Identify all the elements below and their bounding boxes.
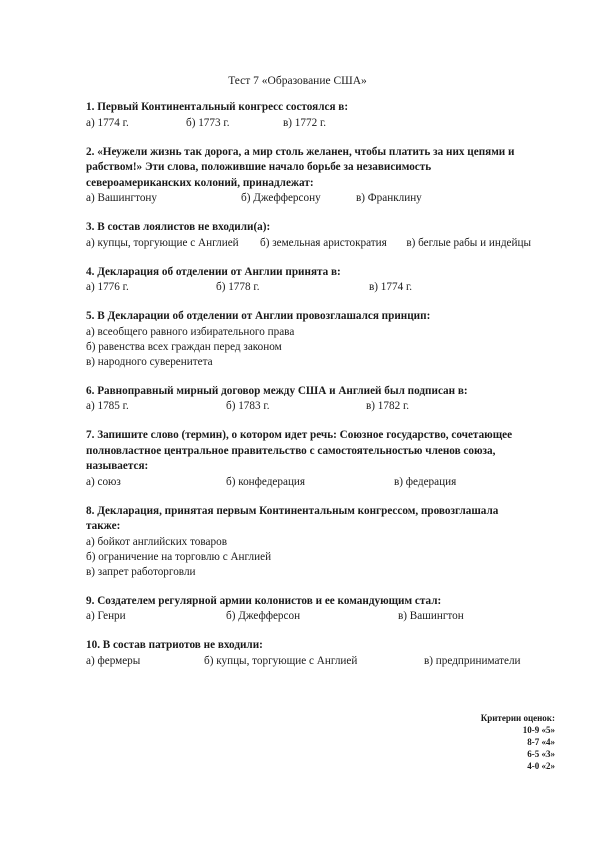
answer-option-c: в) беглые рабы и индейцы [406,236,531,249]
answer-option-b: б) 1778 г. [216,281,260,293]
answer-option-c: в) 1772 г. [283,116,327,129]
grading-criteria [481,712,555,772]
question-text: 6. Равноправный мирный договор между США и Англией был подписан в: [86,384,468,397]
answer-option-a: а) 1776 г. [86,281,129,293]
answer-option-a: а) всеобщего равного избирательного права [86,325,295,338]
answer-options [86,609,531,624]
answer-option-b: б) 1783 г. [226,400,270,412]
question-text: 5. В Декларации об отделении от Англии провозглашался принцип: [86,310,431,322]
answer-option-a: а) фермеры [86,654,141,667]
answer-options [86,475,531,490]
question-text: 9. Создателем регулярной армии колонистов и ее командующим стал: [86,594,442,607]
answer-option-c: в) предприниматели [424,654,521,667]
test-title: Тест 7 «Образование США» [228,75,367,87]
criteria-title: Критерии оценок: [480,713,555,723]
question-text: 7. Запишите слово (термин), о котором идет речь: Союзное государство, сочетающее полновластное центральное правительство с самостоятельностью членов союза, называется: [86,429,513,472]
question-2 [86,145,531,207]
criteria-line: 6-5 «3» [527,749,555,759]
answer-option-a: а) Генри [86,610,126,622]
question-1 [86,100,531,131]
answer-option-c: в) 1782 г. [366,400,410,412]
answer-options [86,191,531,206]
criteria-line: 10-9 «5» [522,725,555,735]
answer-option-b: б) 1773 г. [186,116,230,129]
answer-option-b: б) ограничение на торговлю с Англией [86,550,272,563]
answer-option-b: б) земельная аристократия [260,236,387,249]
questions-list [86,100,531,683]
criteria-line: 4-0 «2» [527,761,555,771]
answer-option-b: б) Джефферсон [226,610,301,622]
answer-option-c: в) 1774 г. [369,281,413,293]
answer-option-c: в) федерация [394,475,457,488]
question-text: 1. Первый Континентальный конгресс состоялся в: [86,101,349,113]
answer-option-a: а) 1785 г. [86,400,129,412]
question-text: 2. «Неужели жизнь так дорога, а мир столь желанен, чтобы платить за них цепями и рабством!» Эти слова, положившие начало борьбе за независимость североамериканских колоний, принадлежат: [86,145,515,189]
answer-option-c: в) Франклину [356,192,422,204]
answer-option-a: а) союз [86,475,121,488]
answer-option-b: б) Джефферсону [241,192,321,204]
question-7 [86,428,531,490]
question-8 [86,504,531,580]
answer-option-b: б) конфедерация [226,475,306,488]
question-text: 3. В состав лоялистов не входили(а): [86,221,271,233]
answer-options [86,236,531,251]
question-4 [86,265,531,296]
question-5 [86,309,531,370]
answer-option-c: в) народного суверенитета [86,355,213,368]
answer-option-a: а) 1774 г. [86,116,129,129]
answer-options [86,280,531,295]
answer-option-a: а) купцы, торгующие с Англией [86,236,239,249]
answer-option-a: а) Вашингтону [86,192,158,204]
criteria-line: 8-7 «4» [527,737,555,747]
answer-options [86,116,531,131]
answer-option-b: б) равенства всех граждан перед законом [86,340,282,353]
question-text: 4. Декларация об отделении от Англии принята в: [86,265,341,278]
question-text: 8. Декларация, принятая первым Континентальным конгрессом, провозглашала также: [86,504,499,532]
answer-option-b: б) купцы, торгующие с Англией [204,654,358,667]
question-10 [86,638,531,669]
answer-option-c: в) запрет работорговли [86,565,196,578]
question-3 [86,220,531,251]
answer-option-c: в) Вашингтон [398,610,464,622]
question-text: 10. В состав патриотов не входили: [86,639,263,651]
answer-options [86,654,531,669]
question-6 [86,384,531,415]
answer-option-a: а) бойкот английских товаров [86,535,227,548]
question-9 [86,594,531,625]
answer-options [86,399,531,414]
